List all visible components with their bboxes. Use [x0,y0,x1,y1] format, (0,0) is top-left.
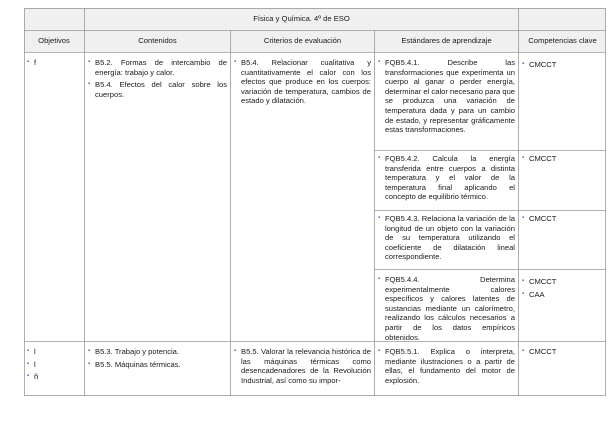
header-contenidos: Contenidos [138,36,177,46]
list-item: ▪ FQB5.4.3. Relaciona la variación de la longitud de un objeto con la variación de su temperatura utilizando el coeficiente de dilatación lineal correspondiente. [378,214,515,262]
list-item: ▪ l [27,347,36,356]
bullet-icon: ▪ [522,155,525,161]
estandar-cell [378,275,515,345]
list-item: ▪ FQB5.5.1. Explica o interpreta, mediante ilustraciones o a partir de ellas, el fundamento del motor de explosión. [378,347,515,385]
bullet-icon: ▪ [522,348,525,354]
list-item: ▪ CMCCT [522,154,557,163]
bullet-icon: ▪ [27,360,30,367]
estandar-cell [378,58,515,138]
bullet-icon: ▪ [27,59,30,65]
list-item: ▪ ñ [27,372,39,382]
curriculum-table [24,8,606,396]
list-item: ▪ CMCCT [522,214,557,223]
block2-objetivos [27,347,82,385]
header-estandares: Estándares de aprendizaje [401,36,492,46]
header-criterios: Criterios de evaluación [263,36,342,46]
estandar-cell [378,214,515,265]
list-item: ▪ f [27,58,37,67]
list-item: ▪ B5.4. Efectos del calor sobre los cuerpos. [88,80,227,99]
list-item: ▪ FQB5.4.2. Calcula la energía transferida entre cuerpos a distinta temperatura y el valor de la temperatura final aplicando el concepto de equilibrio térmico. [378,154,515,202]
list-item: ▪ FQB5.4.1. Describe las transformaciones que experimenta un cuerpo al ganar o perder energía, determinar el calor necesario para que se produzca una variación de temperatura dada y para un cambio de estado, y representar gráficamente estas transformaciones. [378,58,516,135]
bullet-icon: ▪ [378,155,381,161]
list-item: ▪ l [27,359,36,369]
list-item: ▪ CMCCT [522,60,557,69]
table-title: Física y Química. 4º de ESO [253,14,350,24]
list-item: ▪ B5.2. Formas de intercambio de energía: trabajo y calor. [88,58,227,77]
bullet-icon: ▪ [27,373,30,380]
list-item: ▪ CAA [522,289,545,299]
list-item: ▪ B5.5. Valorar la relevancia histórica de las máquinas térmicas como desencadenadores de la Revolución Industrial, así como su impor- [234,347,371,385]
block2-criterio [234,347,371,388]
competencias-cell [522,60,604,73]
bullet-icon: ▪ [88,348,91,354]
bullet-icon: ▪ [234,348,237,354]
bullet-icon: ▪ [378,348,381,354]
list-item: ▪ B5.3. Trabajo y potencia. [88,347,180,356]
bullet-icon: ▪ [378,59,381,65]
list-item: ▪ CMCCT [522,347,557,356]
list-item: ▪ B5.5. Máquinas térmicas. [88,359,181,369]
competencias-cell [522,214,604,227]
estandar-cell [378,154,515,205]
competencias-cell [522,347,604,360]
bullet-icon: ▪ [378,215,381,221]
bullet-icon: ▪ [522,290,525,297]
block1-criterio [234,58,371,109]
block2-contenidos [88,347,227,372]
header-competencias: Competencias clave [528,36,597,46]
bullet-icon: ▪ [378,276,381,282]
estandar-cell [378,347,515,388]
bullet-icon: ▪ [88,360,91,367]
block1-contenidos [88,58,227,102]
bullet-icon: ▪ [522,215,525,221]
bullet-icon: ▪ [522,61,525,67]
bullet-icon: ▪ [27,348,30,354]
competencias-cell [522,277,604,302]
header-objetivos: Objetivos [38,36,70,46]
list-item: ▪ B5.4. Relacionar cualitativa y cuantitativamente el calor con los efectos que produce en los cuerpos: variación de temperatura, cambios de estado y dilatación. [234,58,371,106]
competencias-cell [522,154,604,167]
bullet-icon: ▪ [234,59,237,65]
bullet-icon: ▪ [522,278,525,284]
bullet-icon: ▪ [88,59,91,65]
block1-objetivos [27,58,82,71]
list-item: ▪ CMCCT [522,277,557,286]
list-item: ▪ FQB5.4.4. Determina experimentalmente calores específicos y calores latentes de sustancias mediante un calorímetro, realizando los cálculos necesarios a partir de los datos empíricos obtenidos. [378,275,515,342]
bullet-icon: ▪ [88,81,91,88]
